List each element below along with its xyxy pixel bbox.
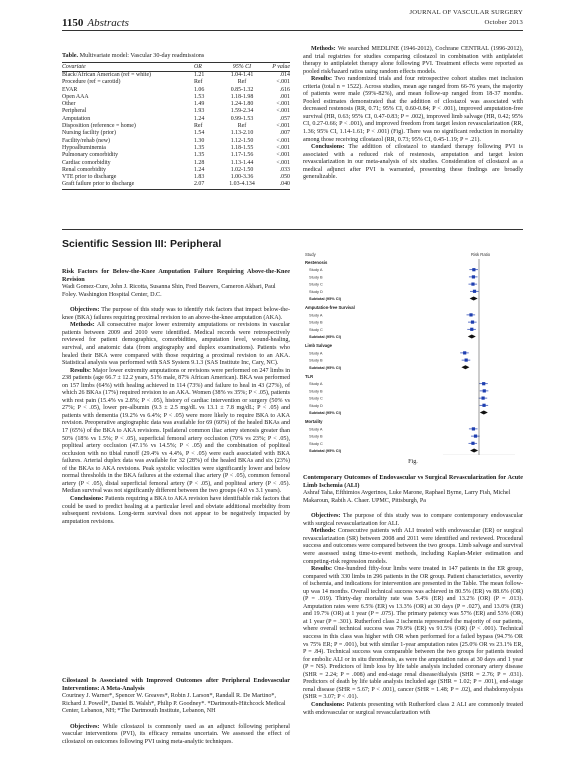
plot-study-label: Study C (309, 440, 323, 446)
plot-group-label: TLR (305, 374, 314, 379)
study-estimate-marker (483, 389, 486, 392)
or-cell: 1.35 (194, 152, 205, 159)
covariate-cell: Cardiac comorbidity (62, 159, 111, 166)
covariate-cell: Peripheral (62, 108, 87, 115)
covariate-cell: Nursing facility (prior) (62, 130, 116, 137)
plot-pooled-label: Subtotal (95% CI) (309, 334, 341, 339)
or-cell: Ref (194, 79, 203, 86)
ci-cell: 1.03-4.134 (220, 181, 264, 189)
study-estimate-marker (482, 404, 485, 407)
ci-cell: 1.18-1.55 (230, 144, 254, 151)
ci-cell: 1.00-3.36 (230, 174, 254, 181)
table-caption: Table. Multivariate model: Vascular 30-day readmissions (62, 52, 205, 59)
abstract-authors: Wadi Gomez-Cure, John J. Ricotta, Susanna Shin, Fred Beavers, Cameron Akbari, Paul Foley. Washington Hospital Center, D.C. (62, 284, 276, 298)
plot-study-label: Study C (309, 326, 323, 332)
plot-study-label: Study A (309, 312, 323, 318)
pooled-diamond (470, 449, 478, 453)
plot-study-label: Study A (309, 267, 323, 273)
covariate-cell: Amputation (62, 115, 91, 122)
study-estimate-marker (471, 321, 474, 324)
study-estimate-marker (469, 313, 472, 316)
study-estimate-marker (465, 359, 468, 362)
table-row (62, 167, 290, 174)
table-row (62, 94, 290, 101)
study-estimate-marker (472, 275, 475, 278)
plot-study-label: Study C (309, 281, 323, 287)
column-header: 95% CI (220, 63, 264, 72)
plot-study-label: Study A (309, 426, 323, 432)
p-value-cell: <.001 (276, 137, 290, 144)
or-cell: 1.83 (194, 174, 205, 181)
p-value-cell: <.001 (276, 144, 290, 151)
study-estimate-marker (471, 442, 474, 445)
study-estimate-marker (472, 268, 475, 271)
abstract-title: Contemporary Outcomes of Endovascular vs Surgical Revascularization for Acute Limb Ischemia (ALI) (303, 474, 523, 489)
p-value-cell: .050 (279, 174, 290, 181)
p-value-cell: <.001 (276, 159, 290, 166)
ci-cell: 1.24-1.80 (230, 101, 254, 108)
plot-group-label: Mortality (305, 419, 323, 425)
p-value-cell: .057 (279, 115, 290, 122)
column-header: OR (194, 63, 220, 72)
ci-cell: Ref (237, 123, 247, 130)
covariate-cell: Black/African American (ref = white) (62, 72, 152, 78)
plot-study-label: Study B (309, 319, 323, 325)
abstract-authors: Ashraf Taha, Efthimios Avgerinos, Luke Marone, Raphael Byrne, Larry Fish, Michel Makaroun, Rabih A. Chaer. UPMC, Pittsburgh, Pa (303, 490, 511, 504)
page-header-right (409, 8, 523, 28)
study-estimate-marker (482, 397, 485, 400)
plot-study-label: Study B (309, 274, 323, 280)
p-value-cell: .007 (279, 130, 290, 137)
p-value-cell: <.001 (276, 123, 290, 130)
abstract-cilostazol-continued: Methods: We searched MEDLINE (1946-2012), Cochrane CENTRAL (1996-2012), and trial registries for studies comparing cilostazol in combination with antiplatelet therapy to antiplatelet therapy alone following PVI. Treatment effects were reported as pooled risk/hazard ratios using random effects models. Results: Two randomized trials and four retrospective cohort studies met inclusion criteria (total n = 1522). Across studies, mean age ranged from 66-76 years, the majority of patients were male (59%-82%), and mean follow-up ranged from 18-37 months. Pooled estimates demonstrated that the addition of cilostazol was associated with decreased restenosis (RR, 0.71; 95% CI, 0.60-0.84; P < .001), improved amputation-free survival (HR, 0.63; 95% CI, 0.47-0.83; P = .002), improved limb salvage (HR, 0.42; 95% CI, 0.27-0.66; P < .001), and improved freedom from target lesion revascularization (RR, 1.36; 95% CI, 1.14-1.61; P < .001) (Fig). There was no significant reduction in mortality among those receiving cilostazol (RR, 0.73; 95% CI, 0.45-1.19; P = .21). Conclusions: The addition of cilostazol to standard therapy following PVI is associated with a reduced risk of restenosis, amputation and target lesion revascularization in our meta-analysis of six studies. Consideration of cilostazol as a medical adjunct after PVI is warranted, presenting these findings are broadly generalizable. (303, 46, 523, 181)
p-value-cell: <.001 (276, 152, 290, 159)
or-cell: 1.21 (194, 72, 205, 78)
p-value-cell: .001 (279, 93, 290, 100)
column-header: P value (264, 63, 290, 72)
pooled-diamond (470, 297, 478, 301)
table-header-row (62, 63, 290, 72)
ci-cell: 1.12-1.50 (230, 137, 254, 144)
covariate-cell: Facility/rehab (new) (62, 137, 110, 144)
plot-study-label: Study B (309, 388, 323, 394)
ci-cell: 1.04-1.41 (230, 72, 254, 78)
plot-study-label: Study D (309, 288, 323, 294)
ci-cell: Ref (237, 79, 247, 86)
plot-study-label: Study C (309, 395, 323, 401)
header-rule (62, 30, 523, 31)
or-cell: 1.54 (194, 130, 205, 137)
pooled-diamond (480, 411, 488, 415)
covariate-cell: Procedure (ref = carotid) (62, 79, 121, 86)
or-cell: Ref (194, 123, 203, 130)
study-estimate-marker (474, 435, 477, 438)
table-row (62, 108, 290, 115)
plot-study-label: Study A (309, 381, 323, 387)
p-value-cell: <.001 (276, 108, 290, 115)
p-value-cell: <.001 (276, 79, 290, 86)
ci-cell: 1.02-1.50 (230, 166, 254, 173)
pooled-diamond (468, 335, 476, 339)
table-row (62, 152, 290, 159)
or-cell: 1.24 (194, 166, 205, 173)
or-cell: 1.24 (194, 115, 205, 122)
plot-group-label: Limb Salvage (305, 343, 332, 349)
or-cell: 1.53 (194, 93, 205, 100)
abstract-title: Cilostazol Is Associated with Improved Outcomes after Peripheral Endovascular Interventions: A Meta-Analysis (62, 677, 290, 692)
p-value-cell: .033 (279, 166, 290, 173)
table-row (62, 138, 290, 145)
or-cell: 1.49 (194, 101, 205, 108)
session-title: Scientific Session III: Peripheral (62, 238, 222, 250)
abstract-cilostazol: Cilostazol Is Associated with Improved Outcomes after Peripheral Endovascular Interventions: A Meta-Analysis Courtney J. Warner*, Spencer W. Greaves*, Robin J. Larson*, Randall R. De Martino*, Richard J. Powell*, Daniel B. Walsh*, Philip P. Goodney*. *Dartmouth-Hitchcock Medical Center, Lebanon, NH; *The Dartmouth Institute, Lebanon, NH Objectives: While cilostazol is commonly used as an adjunct following peripheral vascular interventions (PVI), its efficacy remains uncertain. We assessed the effect of cilostazol on outcomes following PVI using meta-analytic techniques. (62, 677, 290, 745)
covariate-cell: Graft failure prior to discharge (62, 181, 194, 189)
column-header: Covariate (62, 63, 194, 72)
journal-issue: October 2013 (484, 19, 523, 26)
forest-plot-figure (303, 250, 523, 465)
journal-name: JOURNAL OF VASCULAR SURGERY (409, 9, 523, 16)
covariate-cell: Hypoalbuminemia (62, 144, 106, 151)
covariate-cell: EVAR (62, 86, 78, 93)
section-name: Abstracts (87, 17, 129, 29)
forest-plot (303, 250, 523, 455)
study-estimate-marker (472, 427, 475, 430)
or-cell: 2.07 (194, 181, 220, 189)
plot-pooled-label: Subtotal (95% CI) (309, 448, 341, 453)
abstract-title: Risk Factors for Below-the-Knee Amputation Failure Requiring Above-the-Knee Revision (62, 268, 290, 283)
or-cell: 1.30 (194, 137, 205, 144)
table-row (62, 145, 290, 152)
table-row (62, 181, 290, 189)
abstract-authors: Courtney J. Warner*, Spencer W. Greaves*, Robin J. Larson*, Randall R. De Martino*, Richard J. Powell*, Daniel B. Walsh*, Philip P. Goodney*. *Dartmouth-Hitchcock Medical Center, Lebanon, NH; *The Dartmouth Institute, Lebanon, NH (62, 693, 286, 715)
table-row (62, 160, 290, 167)
ci-cell: 0.99-1.53 (230, 115, 254, 122)
plot-pooled-label: Subtotal (95% CI) (309, 296, 341, 301)
plot-header-ratio: Risk Ratio (471, 252, 491, 257)
covariate-cell: Open AAA (62, 93, 89, 100)
ci-cell: 1.18-1.98 (230, 93, 254, 100)
abstract-ali-outcomes: Contemporary Outcomes of Endovascular vs Surgical Revascularization for Acute Limb Ischemia (ALI) Ashraf Taha, Efthimios Avgerinos, Luke Marone, Raphael Byrne, Larry Fish, Michel Makaroun, Rabih A. Chaer. UPMC, Pittsburgh, Pa Objectives: The purpose of this study was to compare contemporary endovascular with surgical revascularization for ALI. Methods: Consecutive patients with ALI treated with endovascular (ER) or surgical revascularization (SR) between 2008 and 2011 were identified and reviewed. Procedural success and outcomes were compared between the two groups. Limb salvage and survival were assessed using time-to-event methods, including Kaplan-Meier estimation and competing-risk regression models. Results: One-hundred fifty-four limbs were treated in 147 patients in the ER group, compared with 330 limbs in 296 patients in the OR group. Patient characteristics, severity of ischemia, and indications for intervention are presented in the Table. The mean follow-up was 14 months. Overall technical success was achieved in 80.5% (ER) vs 88.6% (OR) (P = .019). Thirty-day mortality rate was 5.4% (ER) and 13.2% (OR) (P = .013). Amputation rates were 6.5% (ER) vs 13.3% (OR) at 30 days (P = .027), and 13.0% (ER) and 19.7% (OR) at 1 year (P = .075). The primary patency was 57% (ER) and 53% (OR) at 1 year (P = .301). Rutherford class 2 ischemia represented the majority of our patients, where overall technical success was 79.9% (ER) vs 91.5% (OR) (P < .001). Technical success in this class was higher with OR when performed for a failed bypass (94.7% OR vs 75% ER; P = .001), but with similar 1-year amputation rates (25.0% OR vs 23.1% ER, P = .84). Technical success was comparable between the two groups for patients treated for embolic ALI or in situ thrombosis, as were the amputation rates at 30 days and 1 year (P = NS). Predictors of limb loss by life table analysis included coronary artery disease (SHR = 2.24; P = .008) and end-stage renal disease/dialysis (SHR = 2.76; P = .031). Predictors of death by life table analysis included age (SHR = 1.02; P = .001), end-stage renal disease (SHR = 5.67; P < .001), cancer (SHR = 1.48; P = .02), and rhabdomyolysis (SHR = 3.07; P < .01). Conclusions: Patients presenting with Rutherford class 2 ALI are commonly treated with endovascular or surgical revascularization with (303, 474, 524, 716)
covariate-cell: Disposition (reference = home) (62, 123, 136, 130)
study-estimate-marker (473, 290, 476, 293)
abstract-bka-failure: Risk Factors for Below-the-Knee Amputation Failure Requiring Above-the-Knee Revision Wadi Gomez-Cure, John J. Ricotta, Susanna Shin, Fred Beavers, Cameron Akbari, Paul Foley. Washington Hospital Center, D.C. Objectives: The purpose of this study was to identify risk factors that impact below-the-knee (BKA) failures requiring proximal revision to an above-the-knee amputation (AKA). Methods: All consecutive major lower extremity amputations or revisions in vascular patients between 2009 and 2010 were identified. Medical records were retrospectively reviewed for patient demographics, comorbidities, amputation level, wound-healing, survival, and anatomic data (from angiography and duplex examinations). Patients who healed their BKA were compared with those requiring a proximal revision to an AKA. Statistical analysis was performed with SAS System 9.1.3 (SAS Institute Inc, Cary, NC). Results: Major lower extremity amputations or revisions were performed on 247 limbs in 238 patients (age 66.7 ± 12.2 years, 51% male, 87% African American). BKA was performed on 157 limbs (64%) with healing achieved in 114 (73%) and failure to heal in 43 (27%), of which 26 BKAs (17%) required revision to an AKA. Women (38% vs 35%; P < .05), patients with rest pain (15.4% vs 2.8%; P < .05), history of cardiac intervention or surgery (50% vs 27%; P < .05), lower pre-albumin (9.3 ± 2.5 mg/dL vs 13.1 ± 7.8 mg/dL; P < .05) and patients with dementia (19.2% vs 6.4%; P < .05) were more likely to require BKA to AKA revision. Preoperative angiographic data was available for 69 (60%) of the healed BKAs and 17 (65%) of the BKA to AKA revisions. Ipsilateral common iliac artery stenosis greater than 50% (18% vs 1.5%; P < .05), superficial femoral artery occlusion (70% vs 23%; P < .05), popliteal artery occlusion (47.1% vs 14.5%; P < .05) and the combination of popliteal occlusion with no tibial runoff (29.4% vs 4.4%, P < .05) were each associated with BKA failures. Arterial duplex data was available for 32 (28%) of the healed BKAs and six (23%) of the BKAs to AKA revisions. Peak systolic velocities were significantly lower and below normal thresholds in the BKA failures at the external iliac artery (P < .05), common femoral artery (P < .05), distal superficial femoral artery (P < .05), and popliteal artery (P < .05). Median survival was not significantly different between the two groups (4.0 vs 3.1 years). Conclusions: Patients requiring a BKA to AKA revision have identifiable risk factors that could be used to predict healing at a particular level and obviate additional morbidity from subsequent revisions. Long-term survival does not appear to be negatively impacted by amputation revisions. (62, 268, 291, 525)
or-cell: 1.06 (194, 86, 205, 93)
or-cell: 1.93 (194, 108, 205, 115)
pooled-diamond (461, 365, 469, 369)
table-row (62, 101, 290, 108)
ci-cell: 1.59-2.34 (230, 108, 254, 115)
p-value-cell: <.001 (276, 101, 290, 108)
ci-cell: 1.13-1.44 (230, 159, 254, 166)
ci-cell: 0.85-1.32 (230, 86, 254, 93)
table-row (62, 116, 290, 123)
p-value-cell: .040 (264, 181, 290, 189)
plot-study-label: Study D (309, 402, 323, 408)
plot-group-label: Amputation-free Survival (305, 305, 355, 311)
or-cell: 1.28 (194, 159, 205, 166)
covariate-cell: Pulmonary comorbidity (62, 152, 119, 159)
ci-cell: 1.17-1.56 (230, 152, 254, 159)
p-value-cell: .616 (279, 86, 290, 93)
section-rule (62, 229, 523, 230)
figure-caption: Fig. (408, 459, 418, 465)
table-row (62, 130, 290, 137)
plot-study-label: Study B (309, 433, 323, 439)
covariate-cell: Renal comorbidity (62, 166, 107, 173)
page-number: 1150 (62, 17, 84, 29)
readmissions-table (62, 62, 290, 190)
table-row (62, 87, 290, 94)
study-estimate-marker (471, 283, 474, 286)
study-estimate-marker (470, 328, 473, 331)
study-estimate-marker (482, 382, 485, 385)
page-header-left (62, 17, 129, 29)
study-estimate-marker (463, 351, 466, 354)
plot-header-study: Study (305, 252, 316, 257)
table-row (62, 79, 290, 86)
plot-pooled-label: Subtotal (95% CI) (309, 364, 341, 370)
ci-cell: 1.13-2.10 (230, 130, 254, 137)
plot-study-label: Study B (309, 357, 323, 363)
p-value-cell: .014 (279, 72, 290, 78)
plot-group-label: Restenosis (305, 260, 328, 265)
plot-study-label: Study A (309, 350, 323, 356)
covariate-cell: VTE prior to discharge (62, 174, 117, 181)
or-cell: 1.35 (194, 144, 205, 151)
covariate-cell: Other (62, 101, 76, 108)
plot-pooled-label: Subtotal (95% CI) (309, 410, 341, 415)
